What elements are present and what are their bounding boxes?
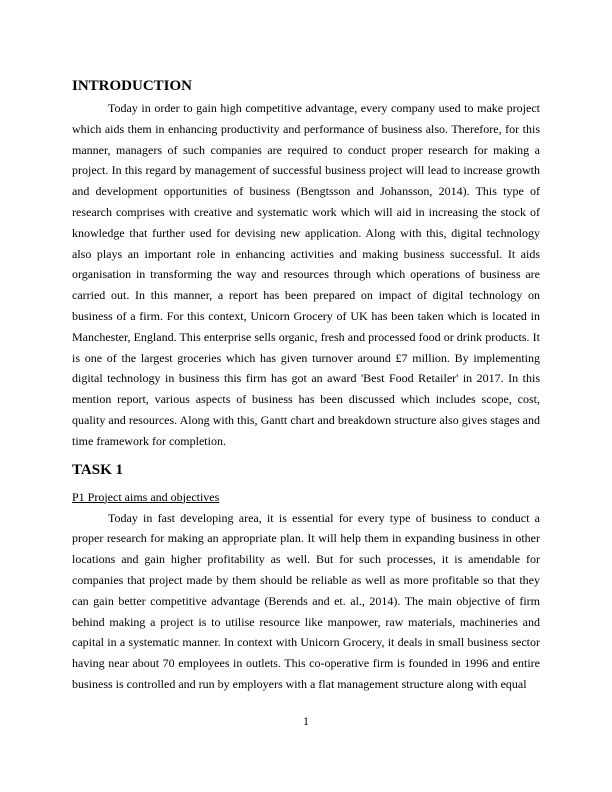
page-content [72,76,540,695]
section-heading: P1 Project aims and objectives [72,489,220,504]
introduction-heading: INTRODUCTION [72,78,193,94]
task-heading: TASK 1 [72,461,123,478]
introduction-paragraph: Today in order to gain high competitive advantage, every company used to make project which aids them in enhancing productivity and performance of business also. Therefore, for this manner, managers of such companies are required to conduct proper research for making a project. In this regard by management of successful business project will lead to increase growth and development opportunities of business (Bengtsson and Johansson, 2014). This type of research comprises with creative and systematic work which will aid in increasing the stock of knowledge that further used for devising new application. Along with this, digital technology also plays an important role in enhancing activities and making business successful. It aids organisation in transforming the way and resources through which operations of business are carried out. In this manner, a report has been prepared on impact of digital technology on business of a firm. For this context, Unicorn Grocery of UK has been taken which is located in Manchester, England. This enterprise sells organic, fresh and processed food or drink products. It is one of the largest groceries which has given turnover around £7 million. By implementing digital technology in business this firm has got an award 'Best Food Retailer' in 2017. In this mention report, various aspects of business has been discussed which includes scope, cost, quality and resources. Along with this, Gantt chart and breakdown structure also gives stages and time framework for completion. [72,101,540,448]
task-paragraph: Today in fast developing area, it is essential for every type of business to conduct a proper research for making an appropriate plan. It will help them in expanding business in other locations and gain higher profitability as well. But for such processes, it is amendable for companies that project made by them should be reliable as well as more profitable so that they can gain better competitive advantage (Berends and et. al., 2014). The main objective of firm behind making a project is to utilise resource like manpower, raw materials, machineries and capital in a systematic manner. In context with Unicorn Grocery, it deals in small business sector having near about 70 employees in outlets. This co-operative firm is founded in 1996 and entire business is controlled and run by employers with a flat management structure along with equal [72,510,540,691]
page-number: 1 [303,714,309,728]
